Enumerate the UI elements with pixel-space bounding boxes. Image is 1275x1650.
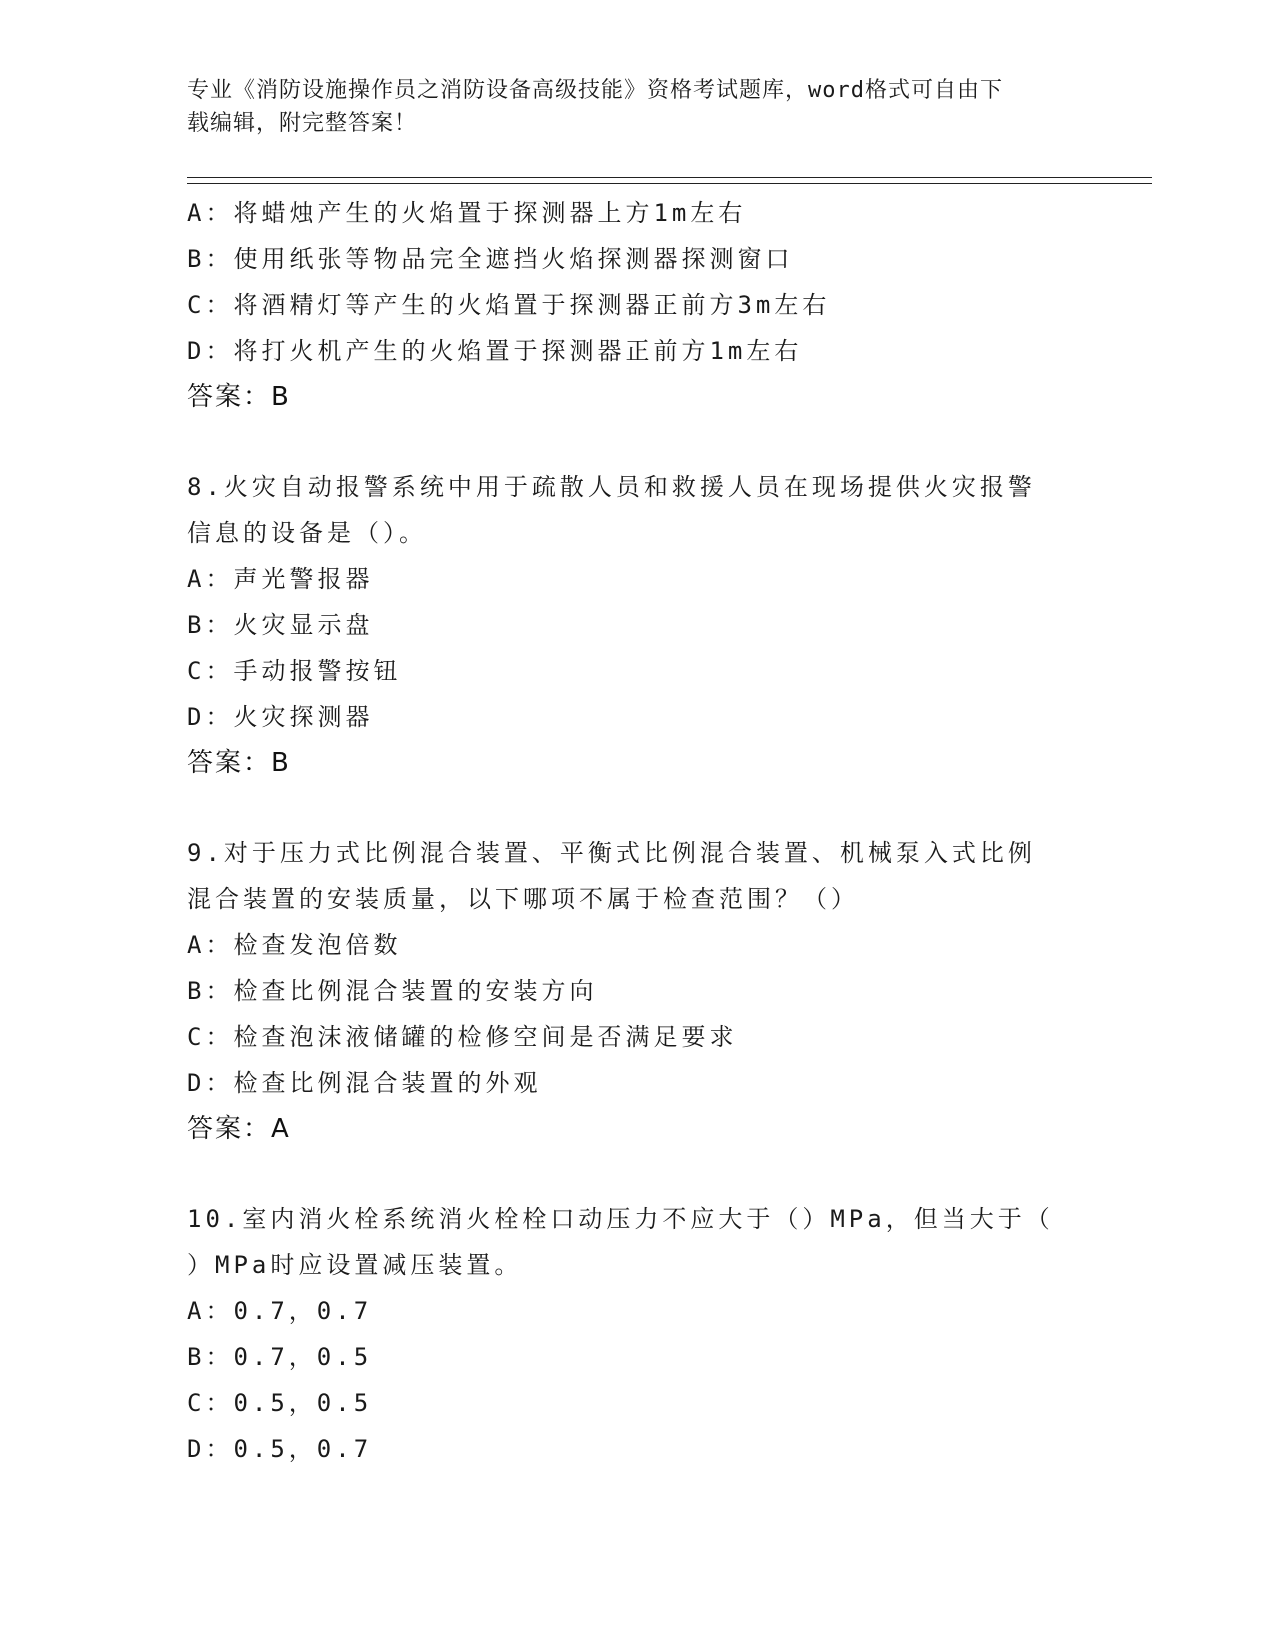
- header-divider-top: [187, 177, 1152, 178]
- question-spacer: [187, 1152, 1067, 1196]
- q9-answer: 答案：A: [187, 1114, 291, 1144]
- q10-stem-line-2: ）MPa时应设置减压装置。: [187, 1251, 523, 1279]
- q10-option-d: D：0.5，0.7: [187, 1435, 373, 1463]
- question-spacer: [187, 786, 1067, 830]
- question-7: [187, 190, 1067, 420]
- question-spacer: [187, 420, 1067, 464]
- q9-option-a: A：检查发泡倍数: [187, 931, 402, 959]
- q8-option-d: D：火灾探测器: [187, 703, 374, 731]
- q7-answer: 答案：B: [187, 382, 291, 412]
- q7-option-d: D：将打火机产生的火焰置于探测器正前方1m左右: [187, 337, 803, 365]
- question-8: [187, 464, 1067, 786]
- q8-option-c: C：手动报警按钮: [187, 657, 402, 685]
- q8-stem-line-2: 信息的设备是（）。: [187, 519, 427, 547]
- q9-option-c: C：检查泡沫液储罐的检修空间是否满足要求: [187, 1023, 738, 1051]
- q7-option-a: A：将蜡烛产生的火焰置于探测器上方1m左右: [187, 199, 747, 227]
- document-header: [187, 74, 1067, 140]
- q9-option-b: B：检查比例混合装置的安装方向: [187, 977, 598, 1005]
- q8-option-b: B：火灾显示盘: [187, 611, 374, 639]
- q10-stem-line-1: 10.室内消火栓系统消火栓栓口动压力不应大于（）MPa，但当大于（: [187, 1205, 1054, 1233]
- q10-option-c: C：0.5，0.5: [187, 1389, 373, 1417]
- q10-option-a: A：0.7，0.7: [187, 1297, 373, 1325]
- q9-option-d: D：检查比例混合装置的外观: [187, 1069, 542, 1097]
- header-divider-bottom: [187, 183, 1152, 184]
- q10-option-b: B：0.7，0.5: [187, 1343, 373, 1371]
- q9-stem-line-1: 9.对于压力式比例混合装置、平衡式比例混合装置、机械泵入式比例: [187, 839, 1036, 867]
- question-9: [187, 830, 1067, 1152]
- q9-stem-line-2: 混合装置的安装质量，以下哪项不属于检查范围？（）: [187, 885, 859, 913]
- q8-stem-line-1: 8.火灾自动报警系统中用于疏散人员和救援人员在现场提供火灾报警: [187, 473, 1036, 501]
- q8-option-a: A：声光警报器: [187, 565, 374, 593]
- header-line-1: 专业《消防设施操作员之消防设备高级技能》资格考试题库，word格式可自由下: [187, 78, 1003, 103]
- q7-option-b: B：使用纸张等物品完全遮挡火焰探测器探测窗口: [187, 245, 794, 273]
- q7-option-c: C：将酒精灯等产生的火焰置于探测器正前方3m左右: [187, 291, 831, 319]
- question-list: [187, 190, 1067, 1472]
- q8-answer: 答案：B: [187, 748, 291, 778]
- header-line-2: 载编辑，附完整答案！: [187, 111, 418, 136]
- question-10: [187, 1196, 1067, 1472]
